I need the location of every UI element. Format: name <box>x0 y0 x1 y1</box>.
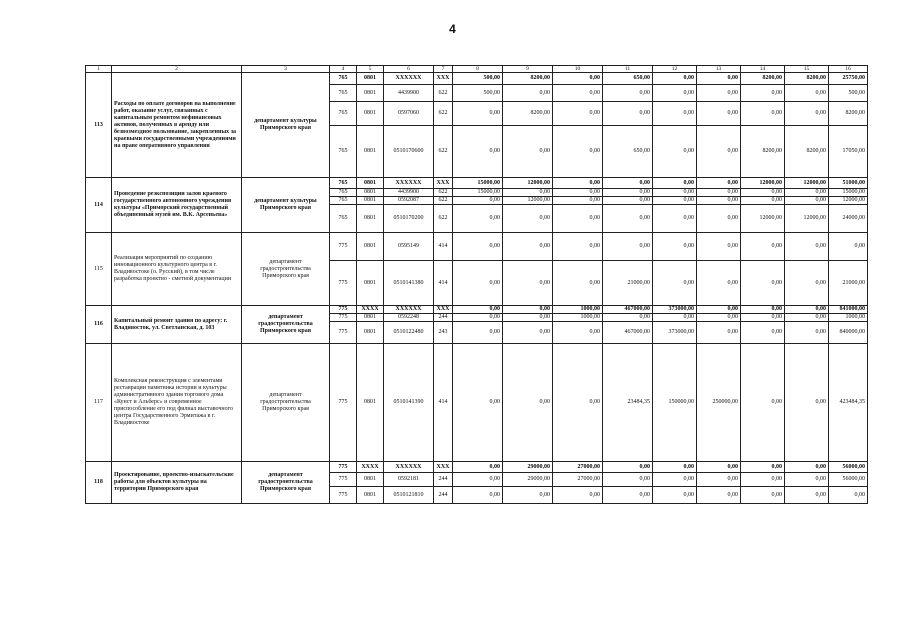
amount-cell: 0,00 <box>653 261 697 306</box>
amount-cell: 0,00 <box>697 233 741 261</box>
amount-cell: 25750,00 <box>829 73 868 85</box>
amount-cell: 0,00 <box>697 322 741 344</box>
amount-cell: 0,00 <box>697 178 741 189</box>
code-cell: 0801 <box>357 261 384 306</box>
amount-cell: 21000,00 <box>829 261 868 306</box>
amount-cell: 0,00 <box>603 473 653 487</box>
amount-cell: 8200,00 <box>785 73 829 85</box>
amount-cell: 0,00 <box>697 261 741 306</box>
amount-cell: 0,00 <box>553 205 603 233</box>
amount-cell: 0,00 <box>453 233 503 261</box>
amount-cell: 0,00 <box>653 487 697 504</box>
code-cell: 0510170200 <box>384 205 434 233</box>
amount-cell: 12000,00 <box>785 205 829 233</box>
amount-cell: 0,00 <box>453 314 503 322</box>
amount-cell: 0,00 <box>741 85 785 102</box>
row-number: 115 <box>86 233 112 306</box>
amount-cell: 0,00 <box>741 462 785 473</box>
amount-cell: 0,00 <box>453 197 503 205</box>
amount-cell: 0,00 <box>503 344 553 462</box>
amount-cell: 650,00 <box>603 73 653 85</box>
amount-cell: 21000,00 <box>603 261 653 306</box>
amount-cell: 56000,00 <box>829 462 868 473</box>
amount-cell: 0,00 <box>553 344 603 462</box>
amount-cell: 0,00 <box>785 85 829 102</box>
code-cell: XXX <box>434 462 453 473</box>
amount-cell: 0,00 <box>453 205 503 233</box>
amount-cell: 0,00 <box>503 85 553 102</box>
row-number: 117 <box>86 344 112 462</box>
amount-cell: 0,00 <box>653 473 697 487</box>
code-cell: 0801 <box>357 322 384 344</box>
code-cell: 775 <box>330 462 357 473</box>
code-cell: 414 <box>434 344 453 462</box>
amount-cell: 0,00 <box>603 197 653 205</box>
header-row <box>86 66 868 73</box>
column-number: 9 <box>503 66 553 73</box>
table-row <box>86 233 868 261</box>
amount-cell: 0,00 <box>453 102 503 126</box>
code-cell: 0595149 <box>384 233 434 261</box>
amount-cell: 0,00 <box>603 487 653 504</box>
column-number: 5 <box>357 66 384 73</box>
code-cell: XXXXXX <box>384 306 434 314</box>
code-cell: 0801 <box>357 314 384 322</box>
amount-cell: 0,00 <box>603 102 653 126</box>
code-cell: 4439900 <box>384 189 434 197</box>
code-cell: 0801 <box>357 189 384 197</box>
amount-cell: 0,00 <box>503 233 553 261</box>
code-cell: 765 <box>330 178 357 189</box>
code-cell: 0510121810 <box>384 487 434 504</box>
amount-cell: 0,00 <box>503 487 553 504</box>
amount-cell: 17050,00 <box>829 126 868 178</box>
amount-cell: 0,00 <box>653 197 697 205</box>
amount-cell: 0,00 <box>653 126 697 178</box>
amount-cell: 0,00 <box>785 487 829 504</box>
amount-cell: 0,00 <box>697 197 741 205</box>
amount-cell: 0,00 <box>697 126 741 178</box>
amount-cell: 0,00 <box>741 233 785 261</box>
amount-cell: 0,00 <box>503 306 553 314</box>
column-number: 8 <box>453 66 503 73</box>
column-number: 13 <box>697 66 741 73</box>
amount-cell: 650,00 <box>603 126 653 178</box>
code-cell: XXXX <box>357 462 384 473</box>
column-number: 2 <box>112 66 242 73</box>
code-cell: 0592087 <box>384 197 434 205</box>
column-number: 4 <box>330 66 357 73</box>
code-cell: 0592181 <box>384 473 434 487</box>
code-cell: 0592248 <box>384 314 434 322</box>
code-cell: 765 <box>330 189 357 197</box>
amount-cell: 0,00 <box>603 85 653 102</box>
code-cell: 765 <box>330 205 357 233</box>
amount-cell: 0,00 <box>553 73 603 85</box>
code-cell: 244 <box>434 487 453 504</box>
code-cell: 775 <box>330 233 357 261</box>
amount-cell: 0,00 <box>653 102 697 126</box>
amount-cell: 0,00 <box>697 462 741 473</box>
amount-cell: 150000,00 <box>653 344 697 462</box>
department: департамент градостроительства Приморского края <box>242 462 330 504</box>
code-cell: 775 <box>330 322 357 344</box>
amount-cell: 0,00 <box>741 344 785 462</box>
amount-cell: 0,00 <box>603 178 653 189</box>
amount-cell: 1000,00 <box>553 314 603 322</box>
table-row <box>86 178 868 189</box>
amount-cell: 467000,00 <box>603 322 653 344</box>
measure-name: Капитальный ремонт здания по адресу: г. Владивосток, ул. Светланская, д. 103 <box>112 306 242 344</box>
amount-cell: 0,00 <box>785 102 829 126</box>
page-number: 4 <box>449 22 456 36</box>
code-cell: 0801 <box>357 205 384 233</box>
amount-cell: 0,00 <box>653 462 697 473</box>
code-cell: 622 <box>434 126 453 178</box>
code-cell: 0510141390 <box>384 344 434 462</box>
amount-cell: 0,00 <box>741 102 785 126</box>
amount-cell: 0,00 <box>453 261 503 306</box>
amount-cell: 0,00 <box>785 462 829 473</box>
row-number: 116 <box>86 306 112 344</box>
amount-cell: 0,00 <box>697 306 741 314</box>
amount-cell: 8200,00 <box>785 126 829 178</box>
measure-name: Расходы по оплате договоров на выполнение работ, оказание услуг, связанных с капитальным ремонтом нефинансовых активов, полученных в аренду или безвозмездное пользование, закрепленных за краевыми государственными учреждениями на праве оперативного управления <box>112 73 242 178</box>
amount-cell: 27000,00 <box>553 462 603 473</box>
amount-cell: 0,00 <box>697 473 741 487</box>
amount-cell: 27000,00 <box>553 473 603 487</box>
amount-cell: 15000,00 <box>453 189 503 197</box>
amount-cell: 0,00 <box>553 126 603 178</box>
amount-cell: 0,00 <box>697 189 741 197</box>
column-number: 3 <box>242 66 330 73</box>
amount-cell: 0,00 <box>829 487 868 504</box>
amount-cell: 0,00 <box>603 314 653 322</box>
table-row <box>86 462 868 473</box>
amount-cell: 0,00 <box>697 73 741 85</box>
amount-cell: 0,00 <box>503 261 553 306</box>
code-cell: XXX <box>434 178 453 189</box>
code-cell: 0510141380 <box>384 261 434 306</box>
amount-cell: 841000,00 <box>829 306 868 314</box>
column-number: 14 <box>741 66 785 73</box>
table-row <box>86 344 868 462</box>
amount-cell: 250000,00 <box>697 344 741 462</box>
amount-cell: 12000,00 <box>741 205 785 233</box>
code-cell: 0597060 <box>384 102 434 126</box>
amount-cell: 500,00 <box>453 73 503 85</box>
amount-cell: 0,00 <box>553 102 603 126</box>
amount-cell: 0,00 <box>553 233 603 261</box>
column-number: 16 <box>829 66 868 73</box>
code-cell: 0801 <box>357 487 384 504</box>
department: департамент градостроительства Приморского края <box>242 344 330 462</box>
amount-cell: 0,00 <box>785 197 829 205</box>
amount-cell: 0,00 <box>653 85 697 102</box>
amount-cell: 0,00 <box>453 306 503 314</box>
amount-cell: 24000,00 <box>829 205 868 233</box>
amount-cell: 0,00 <box>553 85 603 102</box>
column-number: 15 <box>785 66 829 73</box>
amount-cell: 15000,00 <box>829 189 868 197</box>
amount-cell: 0,00 <box>503 126 553 178</box>
amount-cell: 0,00 <box>503 205 553 233</box>
department: департамент культуры Приморского края <box>242 73 330 178</box>
amount-cell: 8200,00 <box>741 73 785 85</box>
amount-cell: 0,00 <box>741 314 785 322</box>
column-number: 7 <box>434 66 453 73</box>
code-cell: 0801 <box>357 102 384 126</box>
column-number: 10 <box>553 66 603 73</box>
code-cell: XXXXXX <box>384 73 434 85</box>
amount-cell: 0,00 <box>453 462 503 473</box>
amount-cell: 12000,00 <box>503 197 553 205</box>
code-cell: XXX <box>434 73 453 85</box>
amount-cell: 8200,00 <box>829 102 868 126</box>
amount-cell: 23484,35 <box>603 344 653 462</box>
amount-cell: 0,00 <box>453 322 503 344</box>
row-number: 114 <box>86 178 112 233</box>
code-cell: XXXXXX <box>384 178 434 189</box>
amount-cell: 8200,00 <box>741 126 785 178</box>
amount-cell: 0,00 <box>697 487 741 504</box>
code-cell: 414 <box>434 233 453 261</box>
amount-cell: 0,00 <box>503 189 553 197</box>
code-cell: 775 <box>330 261 357 306</box>
code-cell: 0801 <box>357 85 384 102</box>
amount-cell: 500,00 <box>829 85 868 102</box>
amount-cell: 0,00 <box>741 189 785 197</box>
row-number: 118 <box>86 462 112 504</box>
code-cell: 622 <box>434 197 453 205</box>
amount-cell: 0,00 <box>785 322 829 344</box>
amount-cell: 500,00 <box>453 85 503 102</box>
code-cell: 765 <box>330 197 357 205</box>
amount-cell: 0,00 <box>453 473 503 487</box>
amount-cell: 0,00 <box>553 487 603 504</box>
amount-cell: 1000,00 <box>829 314 868 322</box>
amount-cell: 0,00 <box>653 205 697 233</box>
code-cell: 775 <box>330 314 357 322</box>
amount-cell: 0,00 <box>785 344 829 462</box>
amount-cell: 0,00 <box>785 233 829 261</box>
code-cell: 0801 <box>357 473 384 487</box>
code-cell: 0510170600 <box>384 126 434 178</box>
amount-cell: 0,00 <box>741 487 785 504</box>
column-number: 12 <box>653 66 697 73</box>
code-cell: 622 <box>434 102 453 126</box>
column-number: 1 <box>86 66 112 73</box>
amount-cell: 0,00 <box>653 233 697 261</box>
code-cell: 622 <box>434 189 453 197</box>
code-cell: 243 <box>434 322 453 344</box>
code-cell: 0801 <box>357 344 384 462</box>
amount-cell: 0,00 <box>453 344 503 462</box>
budget-table <box>85 65 868 504</box>
amount-cell: 0,00 <box>785 261 829 306</box>
amount-cell: 0,00 <box>653 178 697 189</box>
measure-name: Проведение реэкспозиции залов краевого государственного автономного учреждения культуры «Приморский государственный объединенный музей им. В.К. Арсеньева» <box>112 178 242 233</box>
amount-cell: 0,00 <box>741 322 785 344</box>
amount-cell: 467000,00 <box>603 306 653 314</box>
measure-name: Реализация мероприятий по созданию инновационного культурного центра в г. Владивостоке (о. Русский), в том числе разработка проектно - сметной документации <box>112 233 242 306</box>
amount-cell: 0,00 <box>603 462 653 473</box>
amount-cell: 0,00 <box>785 473 829 487</box>
amount-cell: 0,00 <box>785 306 829 314</box>
code-cell: 0801 <box>357 73 384 85</box>
amount-cell: 373000,00 <box>653 322 697 344</box>
table-row <box>86 73 868 85</box>
amount-cell: 0,00 <box>785 314 829 322</box>
amount-cell: 0,00 <box>553 261 603 306</box>
amount-cell: 0,00 <box>653 314 697 322</box>
code-cell: 0801 <box>357 178 384 189</box>
amount-cell: 12000,00 <box>785 178 829 189</box>
code-cell: XXXX <box>357 306 384 314</box>
column-number: 6 <box>384 66 434 73</box>
amount-cell: 15000,00 <box>453 178 503 189</box>
amount-cell: 0,00 <box>653 189 697 197</box>
amount-cell: 0,00 <box>553 178 603 189</box>
amount-cell: 0,00 <box>741 261 785 306</box>
amount-cell: 423484,35 <box>829 344 868 462</box>
amount-cell: 0,00 <box>653 73 697 85</box>
code-cell: 0801 <box>357 233 384 261</box>
amount-cell: 29000,00 <box>503 462 553 473</box>
amount-cell: 840000,00 <box>829 322 868 344</box>
measure-name: Проектирование, проектно-изыскательские работы для объектов культуры на территории Приморского края <box>112 462 242 504</box>
code-cell: 775 <box>330 344 357 462</box>
amount-cell: 1000,00 <box>553 306 603 314</box>
amount-cell: 0,00 <box>553 197 603 205</box>
code-cell: 765 <box>330 126 357 178</box>
amount-cell: 0,00 <box>453 126 503 178</box>
amount-cell: 0,00 <box>603 189 653 197</box>
department: департамент градостроительства Приморского края <box>242 306 330 344</box>
amount-cell: 0,00 <box>603 233 653 261</box>
table-row <box>86 306 868 314</box>
code-cell: 622 <box>434 85 453 102</box>
code-cell: 0801 <box>357 126 384 178</box>
amount-cell: 8200,00 <box>503 73 553 85</box>
amount-cell: 12000,00 <box>503 178 553 189</box>
code-cell: XXX <box>434 306 453 314</box>
amount-cell: 0,00 <box>829 233 868 261</box>
code-cell: 775 <box>330 306 357 314</box>
amount-cell: 0,00 <box>603 205 653 233</box>
code-cell: XXXXXX <box>384 462 434 473</box>
code-cell: 414 <box>434 261 453 306</box>
code-cell: 244 <box>434 473 453 487</box>
amount-cell: 0,00 <box>697 205 741 233</box>
amount-cell: 0,00 <box>503 314 553 322</box>
code-cell: 765 <box>330 73 357 85</box>
code-cell: 775 <box>330 473 357 487</box>
amount-cell: 0,00 <box>785 189 829 197</box>
amount-cell: 12000,00 <box>829 197 868 205</box>
amount-cell: 0,00 <box>553 189 603 197</box>
code-cell: 0510122480 <box>384 322 434 344</box>
amount-cell: 0,00 <box>697 314 741 322</box>
code-cell: 622 <box>434 205 453 233</box>
amount-cell: 0,00 <box>697 102 741 126</box>
amount-cell: 0,00 <box>741 473 785 487</box>
amount-cell: 8200,00 <box>503 102 553 126</box>
code-cell: 775 <box>330 487 357 504</box>
amount-cell: 29000,00 <box>503 473 553 487</box>
code-cell: 4439900 <box>384 85 434 102</box>
amount-cell: 0,00 <box>503 322 553 344</box>
amount-cell: 0,00 <box>741 197 785 205</box>
code-cell: 765 <box>330 85 357 102</box>
code-cell: 765 <box>330 102 357 126</box>
column-number: 11 <box>603 66 653 73</box>
department: департамент градостроительства Приморского края <box>242 233 330 306</box>
amount-cell: 0,00 <box>741 306 785 314</box>
amount-cell: 373000,00 <box>653 306 697 314</box>
amount-cell: 0,00 <box>553 322 603 344</box>
amount-cell: 0,00 <box>453 487 503 504</box>
row-number: 113 <box>86 73 112 178</box>
code-cell: 0801 <box>357 197 384 205</box>
code-cell: 244 <box>434 314 453 322</box>
amount-cell: 0,00 <box>697 85 741 102</box>
amount-cell: 56000,00 <box>829 473 868 487</box>
amount-cell: 51000,00 <box>829 178 868 189</box>
amount-cell: 12000,00 <box>741 178 785 189</box>
department: департамент культуры Приморского края <box>242 178 330 233</box>
measure-name: Комплексная реконструкция с элементами реставрации памятника истории и культуры административного здания торгового дома «Кунст и Альберс» и современное приспособление его под филиал выставочного центра Государственного Эрмитажа в г. Владивостоке <box>112 344 242 462</box>
